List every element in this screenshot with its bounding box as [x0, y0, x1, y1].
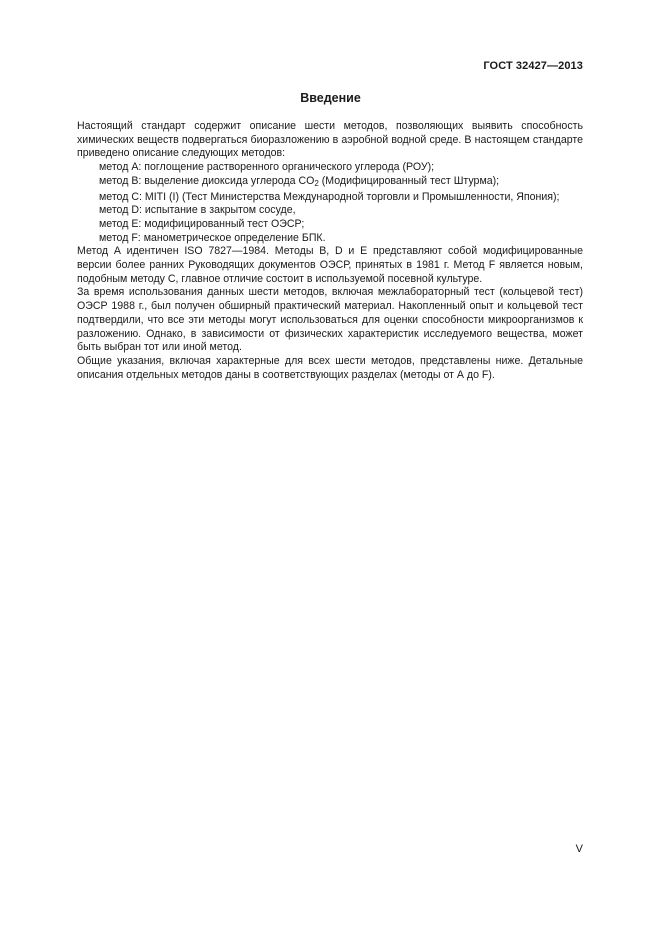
- list-item-method-a: [77, 161, 583, 175]
- method-a-text: метод А: поглощение растворенного органического углерода (РОУ);: [99, 161, 435, 174]
- paragraph-experience: За время использования данных шести методов, включая межлабораторный тест (кольцевой тест) ОЭСР 1988 г., был получен обширный практический материал. Накопленный опыт и кольцевой тест подтвердили, что все эти методы могут использоваться для оценки способности микроорганизмов к разложению. Однако, в зависимости от физических характеристик исследуемого вещества, может быть выбран тот или иной метод.: [77, 286, 583, 354]
- paragraph-general: Общие указания, включая характерные для всех шести методов, представлены ниже. Детальные описания отдельных методов даны в соответствующих разделах (методы от А до F).: [77, 354, 583, 381]
- paragraph-identity: Метод А идентичен ISO 7827—1984. Методы В, D и Е представляют собой модифицированные версии более ранних Руководящих документов ОЭСР, принятых в 1981 г. Метод F является новым, подобным методу С, главное отличие состоит в используемой посевной культуре.: [77, 245, 583, 285]
- page-title: Введение: [300, 91, 361, 105]
- body-text: [77, 120, 583, 382]
- paragraph-intro: [77, 120, 583, 161]
- method-b-subscript: 2: [314, 178, 319, 188]
- page-number: V: [575, 843, 583, 855]
- method-d-text: метод D: испытание в закрытом сосуде,: [99, 204, 296, 217]
- list-item-method-c: [77, 191, 583, 205]
- method-e-text: метод Е: модифицированный тест ОЭСР;: [99, 217, 305, 230]
- paragraph-intro-text: Настоящий стандарт содержит описание шести методов, позволяющих выявить способность химических веществ подвергаться биоразложению в аэробной водной среде. В настоящем стандарте приведено описание следующих методов:: [77, 120, 583, 160]
- list-item-method-e: [77, 218, 583, 232]
- method-b-text-end: (Модифицированный тест Штурма);: [318, 174, 500, 187]
- method-c-text: метод С: MITI (I) (Тест Министерства Международной торговли и Промышленности, Япония);: [99, 190, 560, 203]
- list-item-method-d: [77, 204, 583, 218]
- list-item-method-b: [77, 175, 583, 191]
- method-f-text: метод F: манометрическое определение БПК.: [99, 231, 326, 244]
- method-b-text: метод В: выделение диоксида углерода CO: [99, 174, 315, 187]
- list-item-method-f: [77, 232, 583, 246]
- standard-code: ГОСТ 32427—2013: [483, 60, 583, 72]
